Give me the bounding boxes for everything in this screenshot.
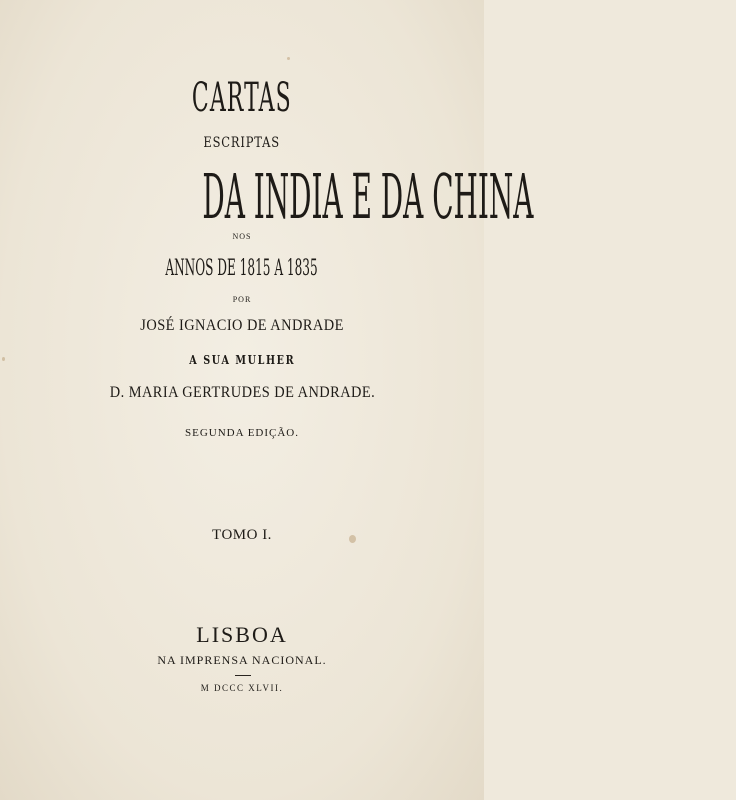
title-line-2-text: ESCRIPTAS <box>203 135 281 151</box>
author-name-text: JOSÉ IGNACIO DE ANDRADE <box>140 317 344 334</box>
dedication-text: A SUA MULHER <box>189 353 295 367</box>
title-line-1-text: CARTAS <box>192 75 292 121</box>
dedication-line <box>0 354 484 366</box>
title-line-1 <box>0 75 484 121</box>
connector-nos: NOS <box>232 232 252 241</box>
recipient-name <box>0 385 484 401</box>
recipient-name-text: D. MARIA GERTRUDES DE ANDRADE. <box>109 384 375 401</box>
foxing-spot <box>349 535 356 543</box>
title-line-2 <box>0 136 484 150</box>
main-title-text: DA INDIA E DA CHINA <box>202 160 534 233</box>
imprint-city: LISBOA <box>196 622 288 647</box>
author-name <box>0 318 484 334</box>
years-text: ANNOS DE 1815 A 1835 <box>165 256 319 281</box>
imprint-divider <box>235 675 251 676</box>
main-title <box>0 160 534 233</box>
volume-line: TOMO I. <box>212 527 272 543</box>
edition-line: SEGUNDA EDIÇÃO. <box>185 427 299 439</box>
imprint-press: NA IMPRENSA NACIONAL. <box>157 653 327 667</box>
imprint-year: M DCCC XLVII. <box>200 683 284 693</box>
foxing-spot <box>287 57 290 60</box>
foxing-spot <box>2 357 5 361</box>
years-line <box>0 258 484 280</box>
connector-por: POR <box>232 295 252 304</box>
